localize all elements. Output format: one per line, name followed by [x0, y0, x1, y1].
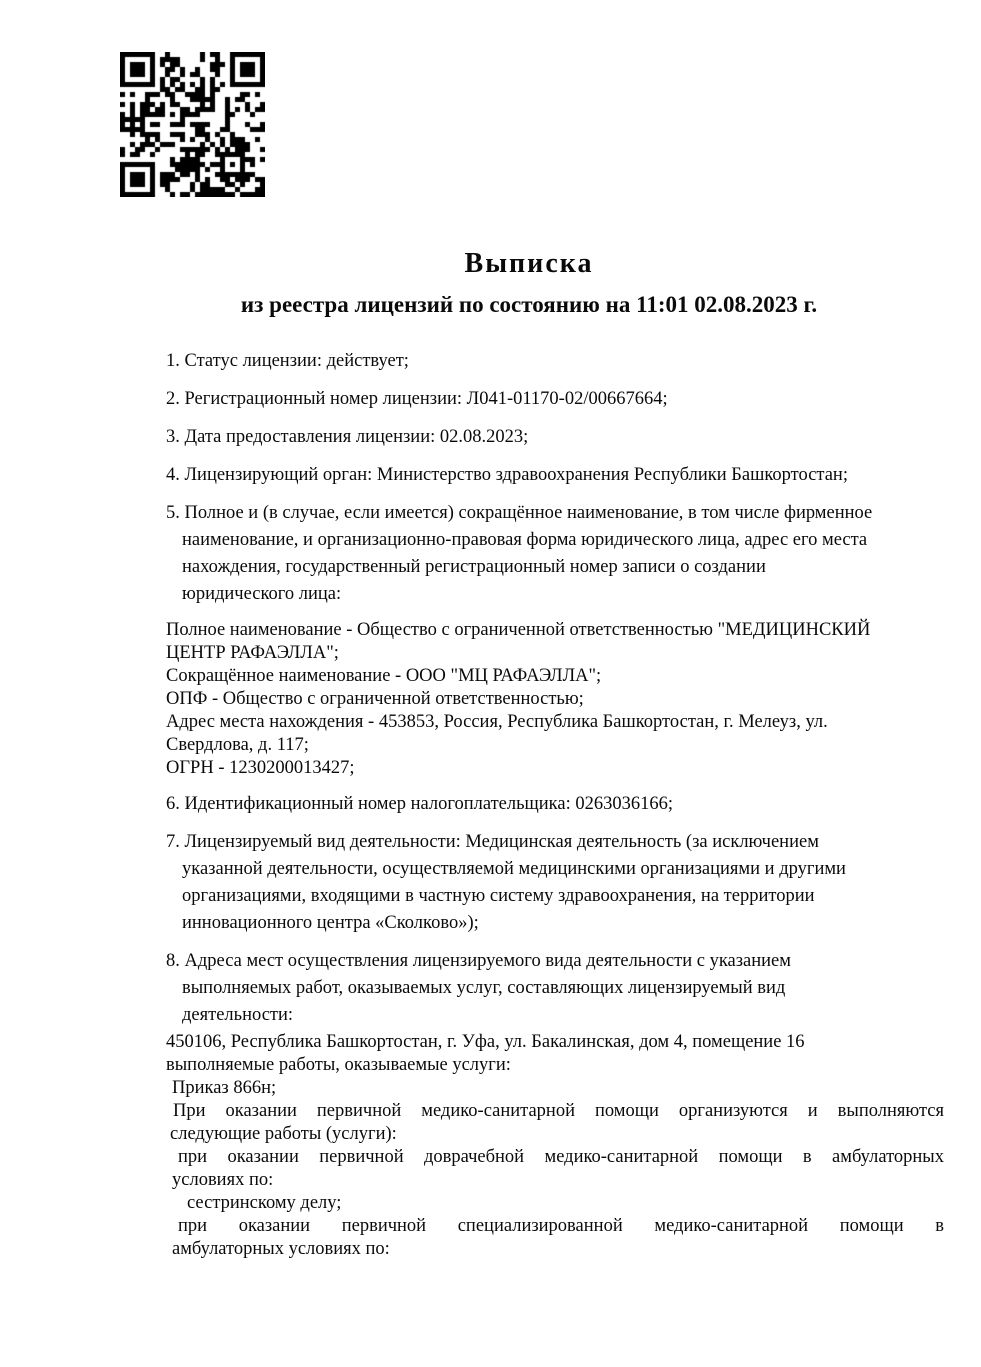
doc-line: 4. Лицензирующий орган: Министерство здравоохранения Республики Башкортостан; [166, 465, 848, 485]
doc-line: 8. Адреса мест осуществления лицензируемого вида деятельности с указанием [166, 951, 791, 971]
doc-line: наименование, и организационно-правовая форма юридического лица, адрес его места [182, 530, 868, 550]
clause-6-taxpayer-number [166, 791, 944, 818]
organization-details [166, 619, 944, 780]
doc-line: следующие работы (услуги): [170, 1124, 397, 1144]
doc-line: выполняемые работы, оказываемые услуги: [166, 1055, 511, 1075]
doc-line: Полное наименование - Общество с ограниченной ответственностью "МЕДИЦИНСКИЙ [166, 620, 871, 640]
clause-8-activity-addresses [166, 948, 944, 1029]
doc-line: инновационного центра «Сколково»); [182, 913, 479, 933]
document-subtitle: из реестра лицензий по состоянию на 11:01 02.08.2023 г. [240, 292, 818, 317]
doc-line: 2. Регистрационный номер лицензии: Л041-01170-02/00667664; [166, 389, 668, 409]
doc-line: При оказании первичной медико-санитарной помощи организуются и выполняются [173, 1101, 944, 1121]
doc-line: ОПФ - Общество с ограниченной ответственностью; [166, 689, 584, 709]
doc-line: 3. Дата предоставления лицензии: 02.08.2023; [166, 427, 529, 447]
doc-line: ЦЕНТР РАФАЭЛЛА"; [166, 643, 339, 663]
clause-1-license-status [166, 348, 944, 375]
doc-line: организациями, входящими в частную систему здравоохранения, на территории [182, 886, 815, 906]
doc-line: сестринскому делу; [187, 1193, 342, 1213]
document-header [166, 247, 944, 320]
doc-line: условиях по: [172, 1170, 274, 1190]
doc-line: амбулаторных условиях по: [172, 1239, 390, 1259]
doc-line: 6. Идентификационный номер налогоплательщика: 0263036166; [166, 794, 674, 814]
address-and-services [166, 1031, 944, 1261]
document-content [0, 52, 981, 1261]
doc-line: юридического лица: [182, 584, 342, 604]
doc-line: Свердлова, д. 117; [166, 735, 309, 755]
doc-line: Адрес места нахождения - 453853, Россия, Республика Башкортостан, г. Мелеуз, ул. [166, 712, 828, 732]
doc-line: выполняемых работ, оказываемых услуг, составляющих лицензируемый вид [182, 978, 786, 998]
doc-line: 450106, Республика Башкортостан, г. Уфа, ул. Бакалинская, дом 4, помещение 16 [166, 1032, 805, 1052]
qr-code [120, 52, 265, 197]
doc-line: ОГРН - 1230200013427; [166, 758, 355, 778]
document-title: Выписка [464, 248, 594, 279]
doc-line: деятельности: [182, 1005, 294, 1025]
doc-line: 1. Статус лицензии: действует; [166, 351, 409, 371]
doc-line: 7. Лицензируемый вид деятельности: Медицинская деятельность (за исключением [166, 832, 819, 852]
clause-5-name-and-legal-form [166, 500, 944, 608]
clause-7-licensed-activity [166, 829, 944, 937]
doc-line: Сокращённое наименование - ООО "МЦ РАФАЭЛЛА"; [166, 666, 602, 686]
clause-4-licensing-authority [166, 462, 944, 489]
clause-3-grant-date [166, 424, 944, 451]
doc-line: нахождения, государственный регистрационный номер записи о создании [182, 557, 766, 577]
doc-line: Приказ 866н; [172, 1078, 277, 1098]
doc-line: при оказании первичной специализированной медико-санитарной помощи в [178, 1216, 944, 1236]
clause-2-registration-number [166, 386, 944, 413]
doc-line: указанной деятельности, осуществляемой медицинскими организациями и другими [182, 859, 846, 879]
doc-line: 5. Полное и (в случае, если имеется) сокращённое наименование, в том числе фирменное [166, 503, 873, 523]
doc-line: при оказании первичной доврачебной медико-санитарной помощи в амбулаторных [178, 1147, 944, 1167]
